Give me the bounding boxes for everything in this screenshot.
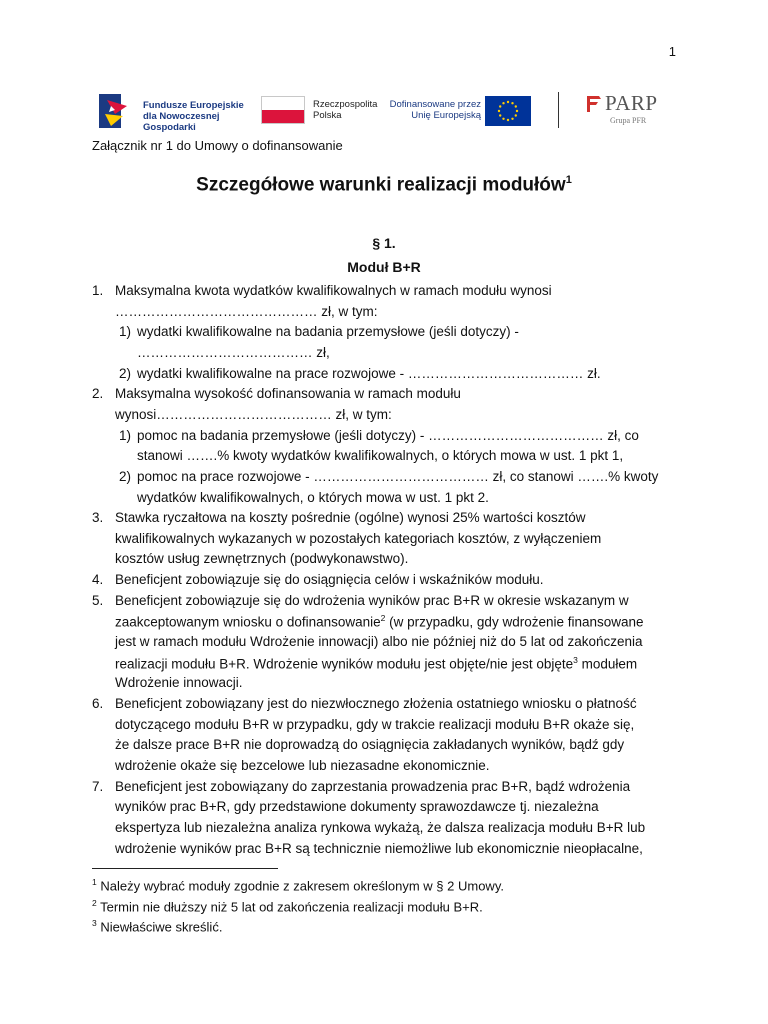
footnote-number: 2 (92, 897, 97, 908)
document-title (0, 174, 768, 196)
list-number: 5. (92, 592, 104, 608)
body-line: Stawka ryczałtowa na koszty pośrednie (ogólne) wynosi 25% wartości kosztów (115, 510, 586, 526)
rzeczpospolita-polska-logo (261, 96, 381, 128)
eu-logo-text: Dofinansowane przez Unię Europejską (389, 99, 481, 121)
body-line: pomoc na badania przemysłowe (jeśli dotyczy) - ………………………………… zł, co (137, 427, 639, 443)
body-line: kwalifikowalnych wykazanych w pozostałych kategoriach kosztów, z wyłączeniem (115, 530, 602, 546)
body-line: wdrożenie wyników prac B+R są technicznie niemożliwe lub ekonomicznie nieopłacalne, (115, 840, 643, 856)
body-line: wydatki kwalifikowalne na prace rozwojowe - ………………………………… zł. (137, 365, 601, 381)
section-sign: § 1. (372, 235, 396, 251)
list-number: 1. (92, 283, 104, 298)
body-line: wydatków kwalifikowalnych, o których mowa w ust. 1 pkt 2. (137, 489, 489, 505)
footnote (92, 877, 504, 893)
list-number: 2) (119, 365, 132, 381)
parp-mark-icon (585, 94, 603, 114)
body-line: zaakceptowanym wniosku o dofinansowanie$^2$ (w przypadku, gdy wdrożenie finansowane (115, 613, 644, 630)
fe-logo-text: Fundusze Europejskie dla Nowoczesnej Gospodarki (143, 100, 244, 133)
body-line: wyników prac B+R, gdy przedstawione dokumenty sprawozdawcze tj. niezależna (115, 799, 599, 815)
pl-logo-text: Rzeczpospolita Polska (313, 99, 378, 121)
footnote-number: 1 (92, 877, 97, 887)
list-number: 1) (119, 427, 132, 443)
logo-divider (558, 92, 559, 128)
footnote-number: 3 (92, 918, 97, 928)
list-number: 7. (92, 778, 104, 794)
body-line: jest w ramach modułu Wdrożenie innowacji) albo nie później niż do 5 lat od zakończenia (115, 634, 643, 650)
parp-name: PARP (605, 91, 658, 115)
parp-subtitle: Grupa PFR (610, 116, 647, 125)
list-number: 2. (92, 386, 104, 402)
list-number: 2) (119, 468, 132, 484)
footnote (92, 898, 483, 914)
footnote (92, 918, 222, 934)
body-line: wydatki kwalifikowalne na badania przemysłowe (jeśli dotyczy) - (137, 324, 519, 340)
logo-bar (95, 88, 675, 132)
section-title: Moduł B+R (347, 259, 421, 275)
body-line: Maksymalna kwota wydatków kwalifikowalnych w ramach modułu wynosi (115, 283, 552, 298)
title-text: Szczegółowe warunki realizacji modułów (196, 174, 566, 196)
footnote-separator (92, 868, 278, 869)
footnote-text: Należy wybrać moduły zgodnie z zakresem określonym w § 2 Umowy. (96, 878, 504, 894)
page-number: 1 (668, 44, 676, 59)
body-line: wdrożenie okaże się bezcelowe lub niezasadne ekonomicznie. (115, 757, 490, 773)
body-line: ekspertyza lub niezależna analiza rynkowa wykażą, że dalsza realizacja modułu B+R lub (115, 819, 646, 835)
list-number: 6. (92, 696, 104, 711)
footnote-ref: 3 (573, 654, 578, 665)
body-line: ………………………………… zł, (137, 344, 330, 360)
body-line: Beneficjent zobowiązany jest do niezwłocznego złożenia ostatniego wniosku o płatność (115, 696, 637, 711)
body-line: realizacji modułu B+R. Wdrożenie wyników modułu jest objęte/nie jest objęte$^3$ modułem (115, 654, 638, 672)
parp-logo (573, 92, 673, 128)
list-number: 3. (92, 510, 104, 526)
polish-flag-icon (261, 96, 305, 124)
body-line: Wdrożenie innowacji. (115, 675, 243, 691)
list-number: 1) (119, 324, 132, 340)
title-footnote-ref: 1 (565, 174, 572, 186)
footnote-ref: 2 (380, 613, 386, 624)
body-line: ……………………………………… zł, w tym: (115, 303, 378, 319)
body-line: Beneficjent jest zobowiązany do zaprzestania prowadzenia prac B+R, bądź wdrożenia (115, 778, 631, 794)
body-line: Maksymalna wysokość dofinansowania w ramach modułu (115, 386, 461, 402)
annex-label: Załącznik nr 1 do Umowy o dofinansowanie (92, 138, 343, 153)
eu-flag-icon (485, 96, 531, 126)
body-line: że dalsze prace B+R nie doprowadzą do osiągnięcia zakładanych wyników, bądź gdy (115, 737, 625, 753)
body-line: kosztów usług zewnętrznych (podwykonawstwo). (115, 551, 409, 567)
body-line: Beneficjent zobowiązuje się do osiągnięcia celów i wskaźników modułu. (115, 572, 544, 588)
fe-mark-icon (97, 92, 137, 130)
body-line: pomoc na prace rozwojowe - ………………………………… zł, co stanowi …….% kwoty (137, 468, 659, 484)
body-line: dotyczącego modułu B+R w przypadku, gdy w trakcie realizacji modułu B+R okaże się, (115, 716, 635, 732)
eu-cofinancing-logo (389, 96, 549, 128)
fundusze-europejskie-logo (97, 90, 247, 133)
body-line: Beneficjent zobowiązuje się do wdrożenia wyników prac B+R w okresie wskazanym w (115, 592, 629, 608)
body-line: wynosi………………………………… zł, w tym: (115, 406, 392, 422)
footnote-text: Niewłaściwe skreślić. (96, 919, 223, 935)
body-line: stanowi …….% kwoty wydatków kwalifikowalnych, o których mowa w ust. 1 pkt 1, (137, 448, 624, 464)
footnote-text: Termin nie dłuższy niż 5 lat od zakończenia realizacji modułu B+R. (96, 898, 483, 914)
list-number: 4. (92, 572, 104, 588)
